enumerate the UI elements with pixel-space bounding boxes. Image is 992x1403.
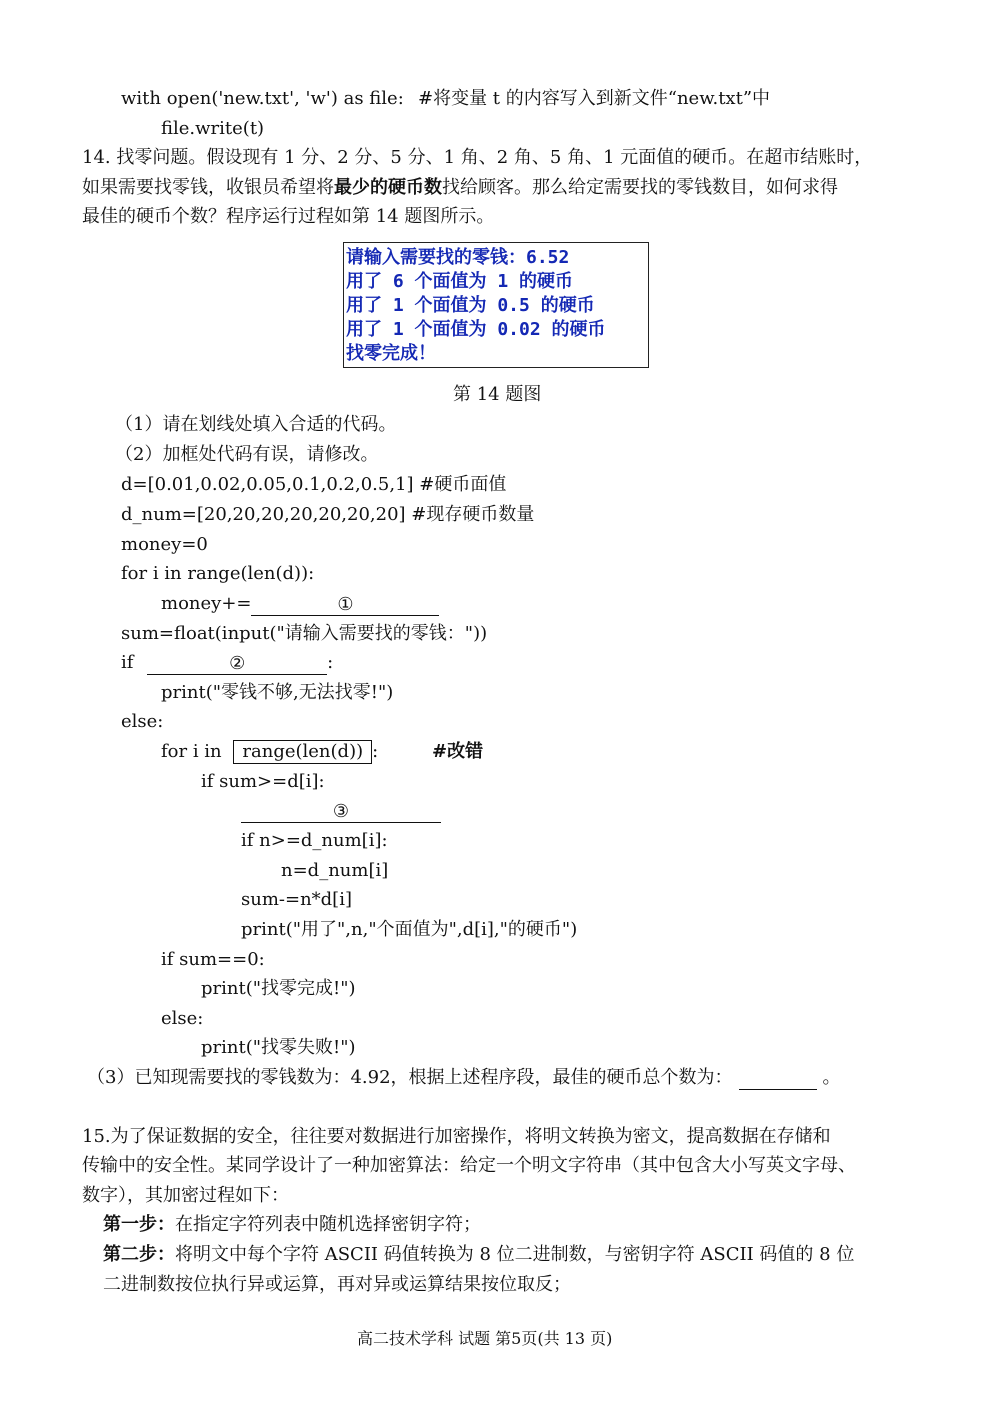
code-line: print("用了",n,"个面值为",d[i],"的硬币") (241, 919, 578, 940)
console-line: 找零完成！ (346, 343, 436, 364)
fix-error-comment: #改错 (432, 741, 484, 762)
code-line (161, 592, 439, 616)
top-code-line-1: with open('new.txt', 'w') as file: (121, 88, 404, 109)
code-line: sum-=n*d[i] (241, 889, 352, 910)
console-line: 请输入需要找的零钱：6.52 (346, 247, 570, 268)
step-label: 第二步： (103, 1244, 175, 1265)
code-text: money+= (161, 593, 252, 614)
top-code-line-2: file.write(t) (161, 118, 265, 139)
figure-caption: 第 14 题图 (453, 384, 542, 405)
q14-sub-1: （1）请在划线处填入合适的代码。 (115, 414, 397, 435)
q14-intro-text-cont: 找给顾客。那么给定需要找的零钱数目，如何求得 (442, 177, 838, 198)
code-line: if n>=d_num[i]: (241, 830, 388, 851)
q14-intro-line-3: 最佳的硬币个数？程序运行过程如第 14 题图所示。 (82, 206, 495, 227)
code-line: d_num=[20,20,20,20,20,20,20] #现存硬币数量 (121, 504, 535, 525)
q15-line-2: 传输中的安全性。某同学设计了一种加密算法：给定一个明文字符串（其中包含大小写英文字母、 (82, 1155, 856, 1176)
code-line: print("找零完成!") (201, 978, 356, 999)
q14-intro-bold: 最少的硬币数 (334, 177, 442, 198)
console-line: 用了 1 个面值为 0.5 的硬币 (346, 295, 595, 316)
error-box: range(len(d)) (233, 740, 372, 764)
q15-step-1 (103, 1213, 481, 1237)
answer-blank-2[interactable]: ② (147, 652, 327, 675)
code-line: if sum==0: (161, 949, 265, 970)
step-label: 第一步： (103, 1214, 175, 1235)
code-line: print("零钱不够,无法找零!") (161, 682, 394, 703)
q14-sub-3-end: 。 (822, 1067, 841, 1088)
top-code-comment: #将变量 t 的内容写入到新文件“new.txt”中 (418, 88, 771, 109)
answer-blank-3[interactable]: ③ (241, 800, 441, 823)
console-line: 用了 1 个面值为 0.02 的硬币 (346, 319, 606, 340)
console-line: 用了 6 个面值为 1 的硬币 (346, 271, 574, 292)
q14-sub-2: （2）加框处代码有误，请修改。 (115, 444, 379, 465)
page-footer: 高二技术学科 试题 第5页(共 13 页) (357, 1329, 613, 1348)
code-line (161, 740, 378, 764)
code-text: if (121, 652, 134, 673)
code-line: else: (121, 711, 164, 732)
code-line (241, 799, 441, 823)
code-line: d=[0.01,0.02,0.05,0.1,0.2,0.5,1] #硬币面值 (121, 474, 507, 495)
q15-line-1: 15.为了保证数据的安全，往往要对数据进行加密操作，将明文转换为密文，提高数据在存储和 (82, 1126, 831, 1147)
q15-line-3: 数字），其加密过程如下： (82, 1185, 289, 1206)
code-line: for i in range(len(d)): (121, 563, 315, 584)
code-line: money=0 (121, 534, 208, 555)
q14-sub-3-text: （3）已知现需要找的零钱数为：4.92，根据上述程序段，最佳的硬币总个数为： (87, 1067, 733, 1088)
q14-intro-text: 如果需要找零钱，收银员希望将 (82, 177, 334, 198)
q15-step-2-cont: 二进制数按位执行异或运算，再对异或运算结果按位取反； (103, 1274, 571, 1295)
step-text: 将明文中每个字符 ASCII 码值转换为 8 位二进制数，与密钥字符 ASCII 码值的 8 位 (175, 1244, 855, 1265)
console-output-figure (343, 242, 649, 368)
answer-blank-1[interactable]: ① (251, 593, 439, 616)
code-text: : (372, 741, 379, 762)
step-text: 在指定字符列表中随机选择密钥字符； (175, 1214, 481, 1235)
q14-intro-line-1: 14. 找零问题。假设现有 1 分、2 分、5 分、1 角、2 角、5 角、1 元面值的硬币。在超市结账时， (82, 147, 873, 168)
code-line: print("找零失败!") (201, 1037, 356, 1058)
code-line: if sum>=d[i]: (201, 771, 325, 792)
q14-sub-3 (87, 1066, 841, 1090)
code-text: for i in (161, 741, 222, 762)
code-line (121, 651, 333, 675)
q14-intro-line-2 (82, 176, 838, 200)
q15-step-2 (103, 1243, 854, 1267)
code-text: : (327, 652, 334, 673)
answer-blank-4[interactable] (739, 1067, 817, 1090)
code-line: sum=float(input("请输入需要找的零钱：")) (121, 623, 488, 644)
code-line: else: (161, 1008, 204, 1029)
code-line: n=d_num[i] (281, 860, 389, 881)
